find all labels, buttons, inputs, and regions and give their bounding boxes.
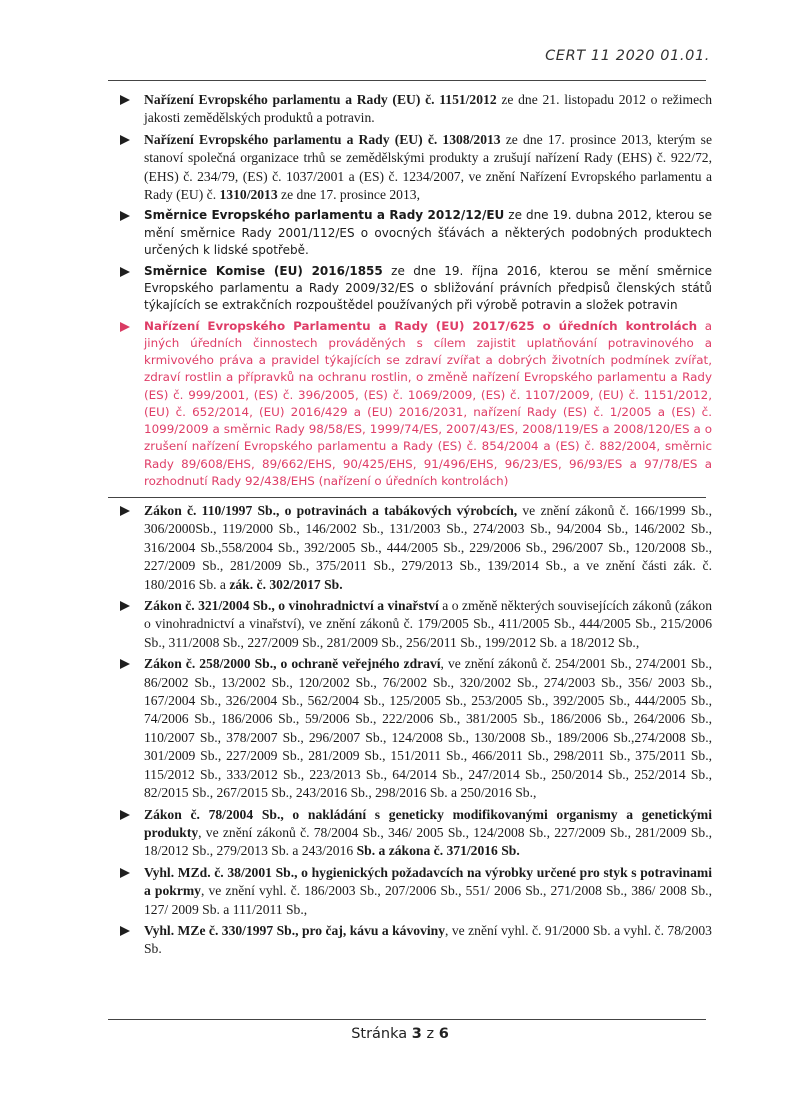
item-text: , ve znění vyhl. č. 186/2003 Sb., 207/2006 Sb., 551/ 2006 Sb., 271/2008 Sb., 386/ 2008 Sb., 127/ 2009 Sb. a 111/2011 Sb.,: [144, 883, 712, 917]
arrow-bullet-icon: [120, 868, 130, 878]
list-item: [118, 864, 712, 919]
document-code: CERT 11 2020 01.01.: [545, 48, 710, 64]
item-text: ze dne 19. dubna 2012, kterou se mění směrnice Rady 2001/112/ES o ovocných šťávách a některých podobných produktech určených k lidské spotřebě.: [144, 208, 713, 258]
item-title: Vyhl. MZe č. 330/1997 Sb., pro čaj, kávu a kávoviny: [144, 922, 445, 938]
list-item: [118, 502, 712, 594]
item-title: Zákon č. 78/2004 Sb., o nakládání s geneticky modifikovanými organismy a genetickými produkty: [144, 806, 712, 840]
list-item: [118, 91, 712, 128]
item-text-2: ze dne 17. prosince 2013,: [277, 187, 420, 203]
list-item-highlighted: [118, 318, 712, 490]
item-text: a jiných úředních činnostech prováděných s cílem zajistit uplatňování potravinového a krmivového práva a pravidel týkajících se zdraví zvířat a dobrých životních podmínek zvířat, zdraví rostlin a přípravků na ochranu rostlin, o změně nařízení Evropského parlamentu a Rady (ES) č. 999/2001, (ES) č. 396/2005, (ES) č. 1069/2009, (ES) č. 1107/2009, (EU) č. 1151/2012, (EU) č. 652/2014, (EU) 2016/429 a (EU) 2016/2031, nařízení Rady (ES) č. 1/2005 a (ES) č. 1099/2009 a směrnic Rady 98/58/ES, 1999/74/ES, 2007/43/ES, 2008/119/ES a 2008/120/ES a o zrušení nařízení Evropského parlamentu a Rady (ES) č. 854/2004 a (ES) č. 882/2004, směrnic Rady 89/608/EHS, 89/662/EHS, 90/425/EHS, 91/496/EHS, 96/23/ES, 96/93/ES a 97/78/ES a rozhodnutí Rady 92/438/EHS (nařízení o úředních kontrolách): [144, 318, 713, 488]
item-text: ze dne 21. listopadu 2012 o režimech jakosti zemědělských produktů a potravin.: [144, 92, 712, 126]
item-text: , ve znění zákonů č. 254/2001 Sb., 274/2001 Sb., 86/2002 Sb., 13/2002 Sb., 120/2002 Sb., 76/2002 Sb., 320/2002 Sb., 274/2003 Sb., 356/ 2003 Sb., 167/2004 Sb., 326/2004 Sb., 562/2004 Sb., 125/2005 Sb., 253/2005 Sb., 392/2005 Sb., 444/2005 Sb., 74/2006 Sb., 186/2006 Sb., 59/2006 Sb., 222/2006 Sb., 381/2005 Sb., 186/2006 Sb., 264/2006 Sb., 110/2007 Sb., 378/2007 Sb., 296/2007 Sb., 124/2008 Sb., 130/2008 Sb., 189/2006 Sb.,274/2008 Sb., 301/2009 Sb., 227/2009 Sb., 281/2009 Sb., 151/2011 Sb., 466/2011 Sb., 298/2011 Sb., 375/2011 Sb., 115/2012 Sb., 333/2012 Sb., 223/2013 Sb., 64/2014 Sb., 247/2014 Sb., 250/2014 Sb., 252/2014 Sb., 82/2015 Sb., 267/2015 Sb., 243/2016 Sb., 298/2016 Sb. a 250/2016 Sb.,: [144, 656, 712, 801]
item-title: Nařízení Evropského parlamentu a Rady (EU) č. 1308/2013: [144, 131, 501, 147]
list-item: [118, 655, 712, 802]
item-text: ve znění zákonů č. 166/1999 Sb., 306/2000Sb., 119/2000 Sb., 146/2002 Sb., 131/2003 Sb., 274/2003 Sb., 94/2004 Sb., 146/2002 Sb., 316/2004 Sb.,558/2004 Sb., 392/2005 Sb., 444/2005 Sb., 229/2006 Sb., 296/2007 Sb., 120/2008 Sb., 227/2009 Sb., 281/2009 Sb., 375/2011 Sb., 279/2013 Sb., 139/2014 Sb., a ve znění části zák. č. 180/2016 Sb. a: [144, 503, 712, 592]
arrow-bullet-icon: [120, 267, 130, 277]
page-label: Stránka: [351, 1026, 412, 1042]
item-text: ze dne 19. října 2016, kterou se mění směrnice Evropského parlamentu a Rady 2009/32/ES o sbližování právních předpisů členských států týkajících se extrakčních rozpouštědel používaných při výrobě potravin a složek potravin: [144, 263, 712, 313]
arrow-bullet-icon: [120, 926, 130, 936]
header-divider: [108, 80, 706, 81]
item-title-2: Sb. a zákona č. 371/2016 Sb.: [356, 843, 520, 859]
item-title-2: 1310/2013: [219, 187, 278, 203]
item-text: a o změně některých souvisejících zákonů (zákon o vinohradnictví a vinařství), ve znění zákonů č. 179/2005 Sb., 411/2005 Sb., 444/2005 Sb., 215/2006 Sb., 311/2008 Sb., 227/2009 Sb., 281/2009 Sb., 256/2011 Sb., 199/2012 Sb. a 18/2012 Sb.,: [144, 598, 712, 650]
item-text: ze dne 17. prosince 2013, kterým se stanoví společná organizace trhů se zemědělskými produkty a zrušují nařízení Rady (EHS) č. 922/72, (EHS) č. 234/79, (ES) č. 1037/2001 a (ES) č. 1234/2007, ve znění Nařízení Evropského parlamentu a Rady (EU) č.: [144, 131, 712, 203]
item-title-2: zák. č. 302/2017 Sb.: [229, 576, 343, 592]
arrow-bullet-icon: [120, 601, 130, 611]
list-item: [118, 597, 712, 652]
item-title: Směrnice Komise (EU) 2016/1855: [144, 263, 383, 278]
item-title: Nařízení Evropského parlamentu a Rady (EU) č. 1151/2012: [144, 92, 497, 107]
item-title: Zákon č. 321/2004 Sb., o vinohradnictví a vinařství: [144, 598, 439, 614]
list-item: [118, 207, 712, 259]
arrow-bullet-icon: [120, 211, 130, 221]
total-pages: 6: [438, 1026, 449, 1042]
list-item: [118, 806, 712, 861]
eu-legislation-list: [118, 91, 712, 490]
list-item: [118, 922, 712, 959]
page-separator: z: [421, 1026, 439, 1042]
item-text: , ve znění zákonů č. 78/2004 Sb., 346/ 2005 Sb., 124/2008 Sb., 227/2009 Sb., 281/2009 Sb., 18/2012 Sb., 279/2013 Sb. a 243/2016: [144, 824, 712, 859]
arrow-bullet-icon: [120, 135, 130, 145]
item-title: Vyhl. MZd. č. 38/2001 Sb., o hygienických požadavcích na výrobky určené pro styk s potravinami a pokrmy: [144, 864, 712, 899]
arrow-bullet-icon: [120, 659, 130, 669]
current-page: 3: [411, 1026, 422, 1042]
arrow-bullet-icon: [120, 506, 130, 516]
arrow-bullet-icon: [120, 95, 130, 105]
arrow-bullet-icon: [120, 810, 130, 820]
item-title: Směrnice Evropského parlamentu a Rady 2012/12/EU: [144, 208, 505, 223]
footer-divider: [108, 1019, 706, 1020]
list-item: [118, 263, 712, 315]
list-item: [118, 131, 712, 205]
section-divider: [108, 497, 706, 498]
item-text: , ve znění vyhl. č. 91/2000 Sb. a vyhl. č. 78/2003 Sb.: [144, 922, 712, 957]
page-number: [0, 1026, 800, 1042]
arrow-bullet-icon: [120, 322, 130, 332]
national-legislation-list: [118, 502, 712, 959]
item-title: Nařízení Evropského Parlamentu a Rady (EU) 2017/625 o úředních kontrolách: [144, 318, 698, 333]
item-title: Zákon č. 258/2000 Sb., o ochraně veřejného zdraví: [144, 656, 441, 672]
item-title: Zákon č. 110/1997 Sb., o potravinách a tabákových výrobcích,: [144, 503, 518, 518]
